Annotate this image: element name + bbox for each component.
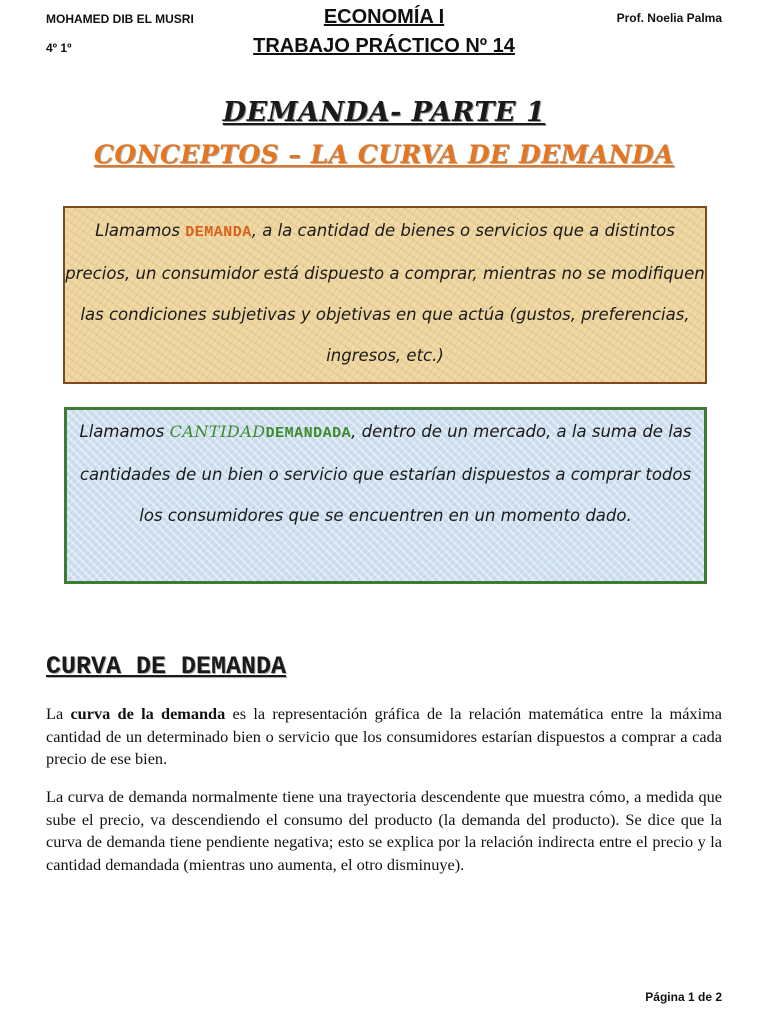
cantidad-text: , dentro de un mercado, a la suma de las cantidades de un bien o servicio que estarían dispuestos a comprar todos los consumidores que se encuentren en un momento dado. <box>79 422 692 525</box>
assignment-title: TRABAJO PRÁCTICO Nº 14 <box>253 35 515 57</box>
page-number: Página 1 de 2 <box>645 990 722 1004</box>
course-label: 4º 1º <box>46 41 72 55</box>
subject-title: ECONOMÍA I <box>323 6 445 28</box>
definition-box-cantidad-demandada <box>64 407 707 584</box>
teacher-name: Prof. Noelia Palma <box>616 11 722 25</box>
cantidad-keyword: CANTIDAD <box>169 422 266 441</box>
paragraph-1 <box>46 703 722 771</box>
cantidad-pre: Llamamos <box>79 422 170 441</box>
p1-text: es la representación gráfica de la relación matemática entre la máxima cantidad de un determinado bien o servicio que los consumidores estarían dispuestos a comprar a cada precio de ese bien. <box>46 704 722 769</box>
author-name: MOHAMED DIB EL MUSRI <box>46 12 194 26</box>
page-subtitle: CONCEPTOS – LA CURVA DE DEMANDA <box>93 140 675 169</box>
section-title: CURVA DE DEMANDA <box>46 652 287 681</box>
demandada-keyword: DEMANDADA <box>265 425 352 442</box>
demanda-text: , a la cantidad de bienes o servicios que a distintos precios, un consumidor está dispuesto a comprar, mientras no se modifiquen las condiciones subjetivas y objetivas en que actúa (gustos, preferencias, ingresos, etc.) <box>65 221 705 365</box>
demanda-pre: Llamamos <box>95 221 186 240</box>
p1-pre: La <box>46 704 71 723</box>
paragraph-2: La curva de demanda normalmente tiene una trayectoria descendente que muestra cómo, a medida que sube el precio, va descendiendo el consumo del producto (la demanda del producto). Se dice que la curva de demanda tiene pendiente negativa; esto se explica por la relación indirecta entre el precio y la cantidad demandada (mientras uno aumenta, el otro disminuye). <box>46 787 722 874</box>
demanda-keyword: DEMANDA <box>185 224 252 241</box>
page-title: DEMANDA- PARTE 1 <box>222 97 546 128</box>
definition-box-demanda <box>63 206 707 384</box>
p1-bold-term: curva de la demanda <box>70 704 226 723</box>
